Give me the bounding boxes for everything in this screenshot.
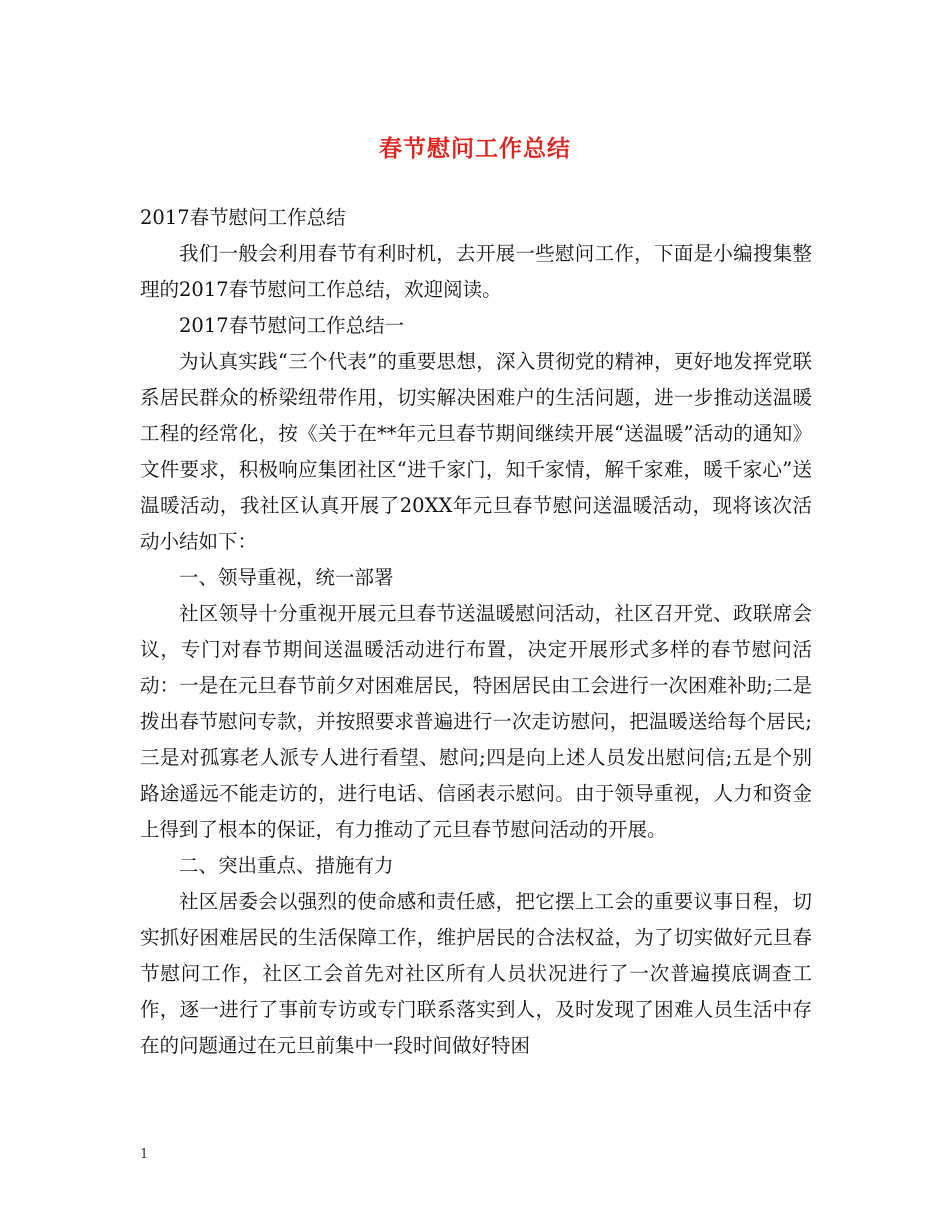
document-body: [140, 200, 812, 1064]
paragraph-background: 为认真实践“三个代表”的重要思想，深入贯彻党的精神，更好地发挥党联系居民群众的桥梁纽带作用，切实解决困难户的生活问题，进一步推动送温暖工程的经常化，按《关于在**年元旦春节期间继续开展“送温暖”活动的通知》文件要求，积极响应集团社区“进千家门，知千家情，解千家难，暖千家心”送温暖活动，我社区认真开展了20XX年元旦春节慰问送温暖活动，现将该次活动小结如下：: [140, 350, 812, 553]
paragraph-intro: 我们一般会利用春节有利时机，去开展一些慰问工作，下面是小编搜集整理的2017春节慰问工作总结，欢迎阅读。: [140, 242, 812, 301]
page-number: 1: [140, 1147, 149, 1162]
section-heading-measures: 二、突出重点、措施有力: [179, 854, 394, 877]
paragraph-measures: 社区居委会以强烈的使命感和责任感，把它摆上工会的重要议事日程，切实抓好困难居民的生活保障工作，维护居民的合法权益，为了切实做好元旦春节慰问工作，社区工会首先对社区所有人员状况进行了一次普遍摸底调查工作，逐一进行了事前专访或专门联系落实到人，及时发现了困难人员生活中存在的问题通过在元旦前集中一段时间做好特困: [140, 890, 812, 1057]
document-subtitle: 2017春节慰问工作总结: [140, 206, 346, 229]
section-heading-part-one: 2017春节慰问工作总结一: [179, 314, 405, 337]
document-title: 春节慰问工作总结: [379, 135, 571, 162]
section-heading-leadership: 一、领导重视，统一部署: [179, 566, 394, 589]
paragraph-leadership: 社区领导十分重视开展元旦春节送温暖慰问活动，社区召开党、政联席会议，专门对春节期间送温暖活动进行布置，决定开展形式多样的春节慰问活动：一是在元旦春节前夕对困难居民，特困居民由工会进行一次困难补助;二是拨出春节慰问专款，并按照要求普遍进行一次走访慰问，把温暖送给每个居民;三是对孤寡老人派专人进行看望、慰问;四是向上述人员发出慰问信;五是个别路途遥远不能走访的，进行电话、信函表示慰问。由于领导重视，人力和资金上得到了根本的保证，有力推动了元旦春节慰问活动的开展。: [140, 602, 812, 841]
